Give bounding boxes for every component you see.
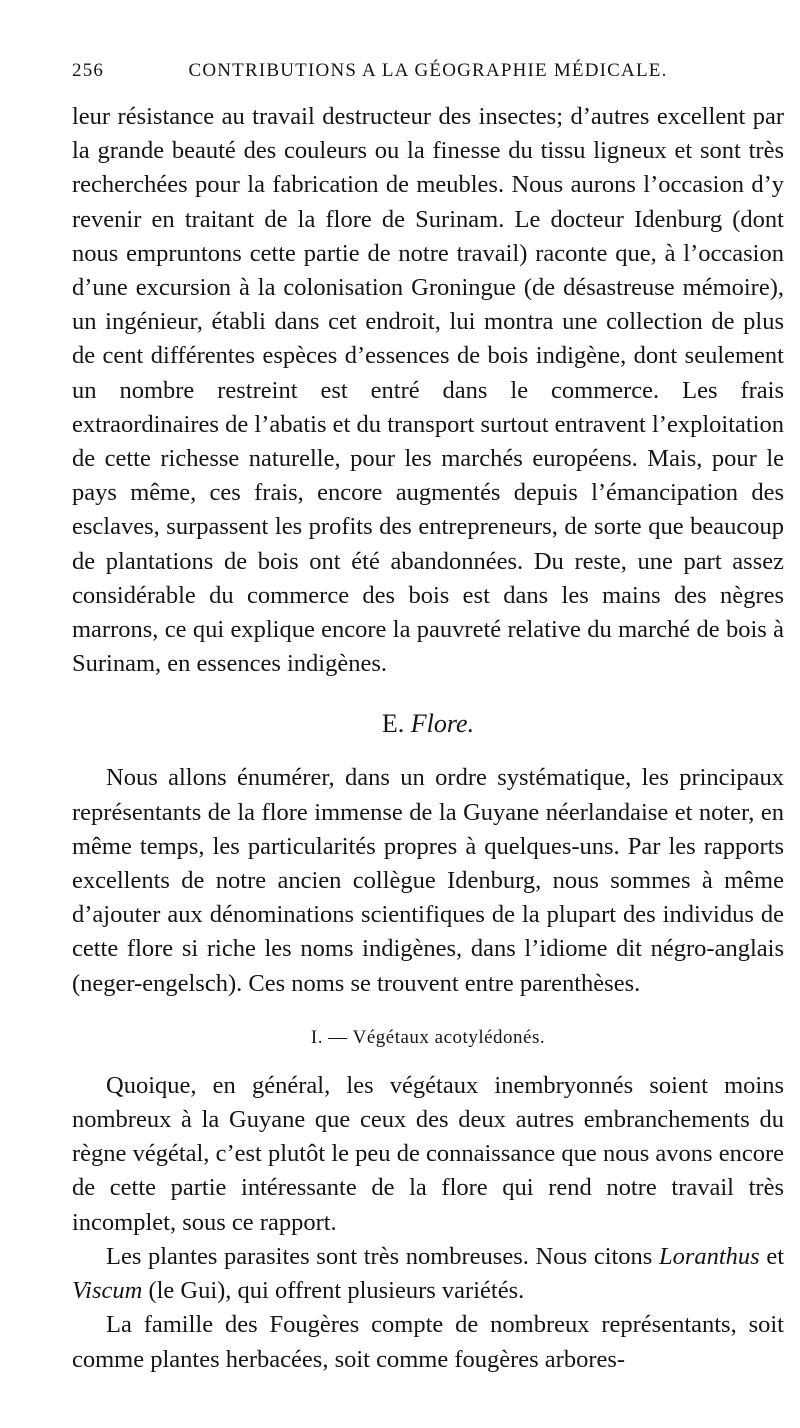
- parasites-text-end: (le Gui), qui offrent plusieurs variétés.: [148, 1277, 525, 1305]
- section-name: Flore.: [410, 709, 475, 739]
- genus-viscum: Viscum: [72, 1277, 143, 1305]
- parasites-text-start: Les plantes parasites sont très nombreuses. Nous citons: [106, 1242, 653, 1270]
- running-title: CONTRIBUTIONS A LA GÉOGRAPHIE MÉDICALE.: [188, 60, 668, 81]
- paragraph-flore-intro: Nous allons énumérer, dans un ordre systématique, les principaux représentants de la flore immense de la Guyane néerlandaise et noter, en même temps, les particularités propres à quelques-uns. Par les rapports excellents de notre ancien collègue Idenburg, nous sommes à même d’ajouter aux dénominations scientifiques de la plupart des individus de cette flore si riche les noms indigènes, dans l’idiome dit négro-anglais (neger-engelsch). Ces noms se trouvent entre parenthèses.: [72, 764, 784, 997]
- section-letter: E.: [381, 709, 405, 739]
- subsection-heading: I. — Végétaux acotylédonés.: [310, 1026, 546, 1048]
- running-header: [72, 60, 784, 100]
- section-heading: [72, 709, 784, 739]
- paragraph-fougeres: La famille des Fougères compte de nombreux représentants, soit comme plantes herbacées, soit comme fougères arbores-: [72, 1311, 784, 1373]
- paragraph-parasites: [72, 1240, 784, 1308]
- conjunction-et: et: [766, 1242, 785, 1270]
- paragraph-continuation: leur résistance au travail destructeur des insectes; d’autres excellent par la grande beauté des couleurs ou la finesse du tissu ligneux et sont très recherchées pour la fabrication de meubles. Nous aurons l’occasion d’y revenir en traitant de la flore de Surinam. Le docteur Idenburg (dont nous empruntons cette partie de notre travail) raconte que, à l’occasion d’une excursion à la colonisation Groningue (de désastreuse mémoire), un ingénieur, établi dans cet endroit, lui montra une collection de plus de cent différentes espèces d’essences de bois indigène, dont seulement un nombre restreint est entré dans le commerce. Les frais extraordinaires de l’abatis et du transport surtout entravent l’exploitation de cette richesse naturelle, pour les marchés européens. Mais, pour le pays même, ces frais, encore augmentés depuis l’émancipation des esclaves, surpassent les profits des entrepreneurs, de sorte que beaucoup de plantations de bois ont été abandonnées. Du reste, une part assez considérable du commerce des bois est dans les mains des nègres marrons, ce qui explique encore la pauvreté relative du marché de bois à Surinam, en essences indigènes.: [72, 103, 784, 678]
- document-page: [72, 0, 784, 1377]
- page-number: 256: [72, 60, 105, 81]
- genus-loranthus: Loranthus: [658, 1242, 760, 1270]
- paragraph-acotyledones: Quoique, en général, les végétaux inembryonnés soient moins nombreux à la Guyane que ceux des deux autres embranchements du règne végétal, c’est plutôt le peu de connaissance que nous avons encore de cette partie intéressante de la flore qui rend notre travail très incomplet, sous ce rapport.: [72, 1071, 784, 1236]
